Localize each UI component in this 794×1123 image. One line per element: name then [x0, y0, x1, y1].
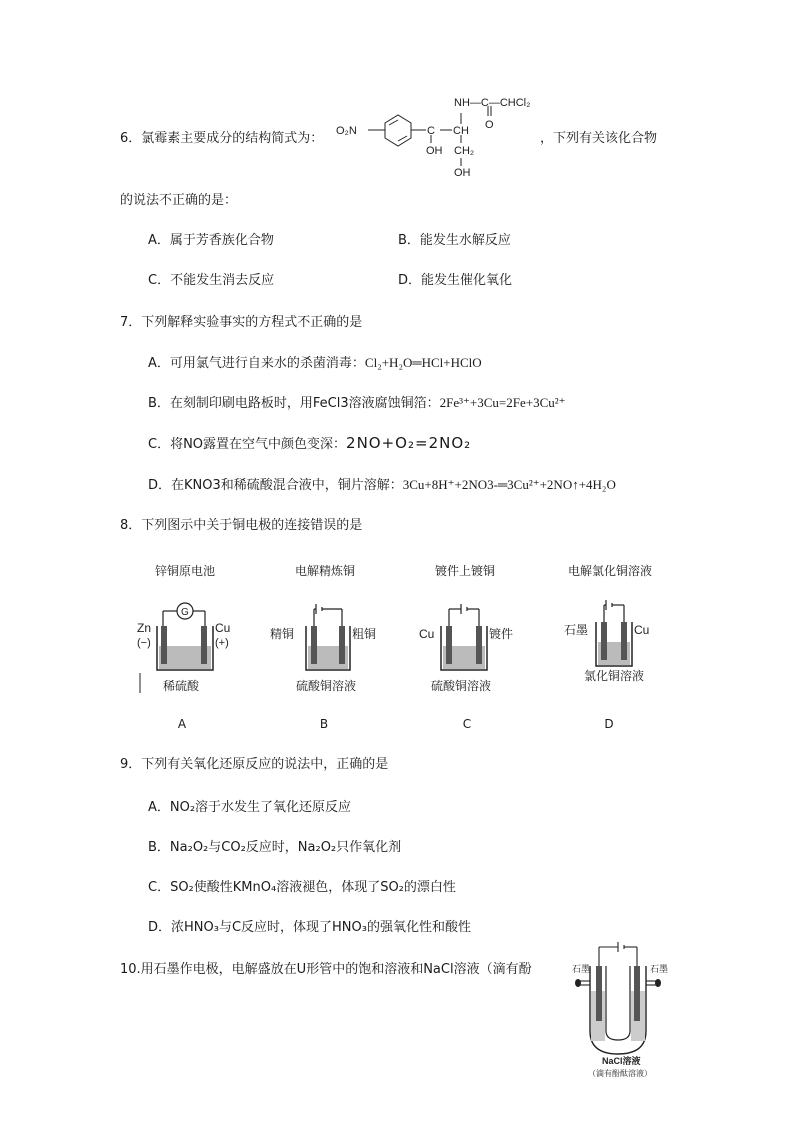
- svg-text:（滴有酚酞溶液）: （滴有酚酞溶液）: [588, 1069, 652, 1078]
- q8-letter-d: D: [604, 717, 614, 731]
- q8-fig-b-title: 电解精炼铜: [294, 564, 355, 578]
- q7-b-equation: 2Fe³⁺+3Cu=2Fe+3Cu²⁺: [439, 395, 566, 410]
- q8-figure-a-galvanic-cell: [135, 598, 245, 698]
- svg-text:Cu: Cu: [215, 621, 231, 635]
- oh2-label: OH: [454, 167, 471, 179]
- svg-text:C: C: [427, 125, 435, 137]
- galvanometer-g: G: [181, 607, 189, 618]
- q6-option-c: C．不能发生消去反应: [148, 273, 275, 288]
- q7-option-a: [148, 355, 482, 372]
- q7-a-equation: Cl₂+H₂O═HCl+HClO: [364, 355, 482, 370]
- q7-d-equation: 3Cu+8H⁺+2NO3-═3Cu²⁺+2NO↑+4H₂O: [402, 477, 616, 492]
- q7-b-text: B．在刻制印刷电路板时，用FeCl3溶液腐蚀铜箔：: [148, 396, 440, 411]
- svg-text:石墨: 石墨: [572, 964, 591, 974]
- o2n-label: O₂N: [336, 125, 357, 137]
- benzene-ring: [385, 115, 411, 146]
- carbonyl-o-label: O: [485, 119, 494, 131]
- svg-text:石墨: 石墨: [564, 623, 589, 637]
- q6-option-d: D．能发生催化氧化: [398, 273, 513, 288]
- svg-text:硫酸铜溶液: 硫酸铜溶液: [431, 679, 492, 693]
- q10-u-tube-figure: [572, 936, 682, 1081]
- svg-text:粗铜: 粗铜: [352, 627, 377, 641]
- q6-stem-post: ，下列有关该化合物: [540, 131, 658, 146]
- q6-stem-pre: 6．氯霉素主要成分的结构简式为：: [120, 131, 324, 146]
- q7-c-text: C．将NO露置在空气中颜色变深：: [148, 437, 347, 452]
- q8-figure-d-electrolysis: [558, 594, 678, 694]
- svg-text:CH: CH: [453, 125, 469, 137]
- svg-text:镀件: 镀件: [489, 627, 514, 641]
- q6-option-a: A．属于芳香族化合物: [148, 233, 274, 248]
- q8-figure-b-refining: [268, 598, 388, 698]
- q8-letter-b: B: [319, 717, 329, 731]
- svg-text:氯化铜溶液: 氯化铜溶液: [584, 669, 645, 683]
- q9-stem: 9．下列有关氧化还原反应的说法中，正确的是: [120, 757, 389, 772]
- q6-option-b: B．能发生水解反应: [398, 233, 511, 248]
- svg-text:(+): (+): [215, 637, 229, 649]
- q7-stem: 7．下列解释实验事实的方程式不正确的是: [120, 315, 363, 330]
- q8-figure-c-plating: [415, 598, 535, 698]
- svg-text:石墨: 石墨: [650, 964, 669, 974]
- svg-text:Cu: Cu: [634, 623, 650, 637]
- q7-option-d: [148, 477, 616, 494]
- q8-letter-a: A: [177, 717, 187, 731]
- svg-text:(−): (−): [137, 637, 151, 649]
- q8-letter-c: C: [462, 717, 472, 731]
- q8-stem: 8．下列图示中关于铜电极的连接错误的是: [120, 518, 363, 533]
- q7-d-text: D．在KNO3和稀硫酸混合液中，铜片溶解：: [148, 478, 403, 493]
- q7-a-text: A．可用氯气进行自来水的杀菌消毒：: [148, 356, 365, 371]
- q8-fig-a-title: 锌铜原电池: [154, 564, 215, 578]
- q9-option-a: A．NO₂溶于水发生了氧化还原反应: [148, 800, 352, 815]
- q8-fig-c-title: 镀件上镀铜: [434, 564, 495, 578]
- svg-text:稀硫酸: 稀硫酸: [163, 679, 200, 693]
- q9-option-d: D．浓HNO₃与C反应时，体现了HNO₃的强氧化性和酸性: [148, 920, 471, 935]
- svg-text:NaCl溶液: NaCl溶液: [602, 1056, 641, 1066]
- chloramphenicol-structure: [330, 88, 560, 183]
- q8-fig-d-title: 电解氯化铜溶液: [567, 564, 652, 578]
- q10-stem: 10.用石墨作电极，电解盛放在U形管中的饱和溶液和NaCl溶液（滴有酚: [120, 962, 532, 977]
- svg-text:Cu: Cu: [419, 627, 435, 641]
- ch2-label: CH₂: [454, 145, 475, 157]
- q6-stem-line2: 的说法不正确的是：: [120, 193, 238, 208]
- svg-text:Zn: Zn: [137, 621, 152, 635]
- q7-c-equation: 2NO+O₂=2NO₂: [346, 434, 472, 452]
- q9-option-b: B．Na₂O₂与CO₂反应时，Na₂O₂只作氧化剂: [148, 840, 402, 855]
- q7-option-c: [148, 435, 471, 453]
- nh-group-label: NH—C—CHCl₂: [454, 97, 531, 109]
- q7-option-b: [148, 395, 566, 412]
- q9-option-c: C．SO₂使酸性KMnO₄溶液褪色，体现了SO₂的漂白性: [148, 880, 456, 895]
- svg-text:精铜: 精铜: [270, 627, 295, 641]
- svg-text:硫酸铜溶液: 硫酸铜溶液: [296, 679, 357, 693]
- oh1-label: OH: [426, 145, 443, 157]
